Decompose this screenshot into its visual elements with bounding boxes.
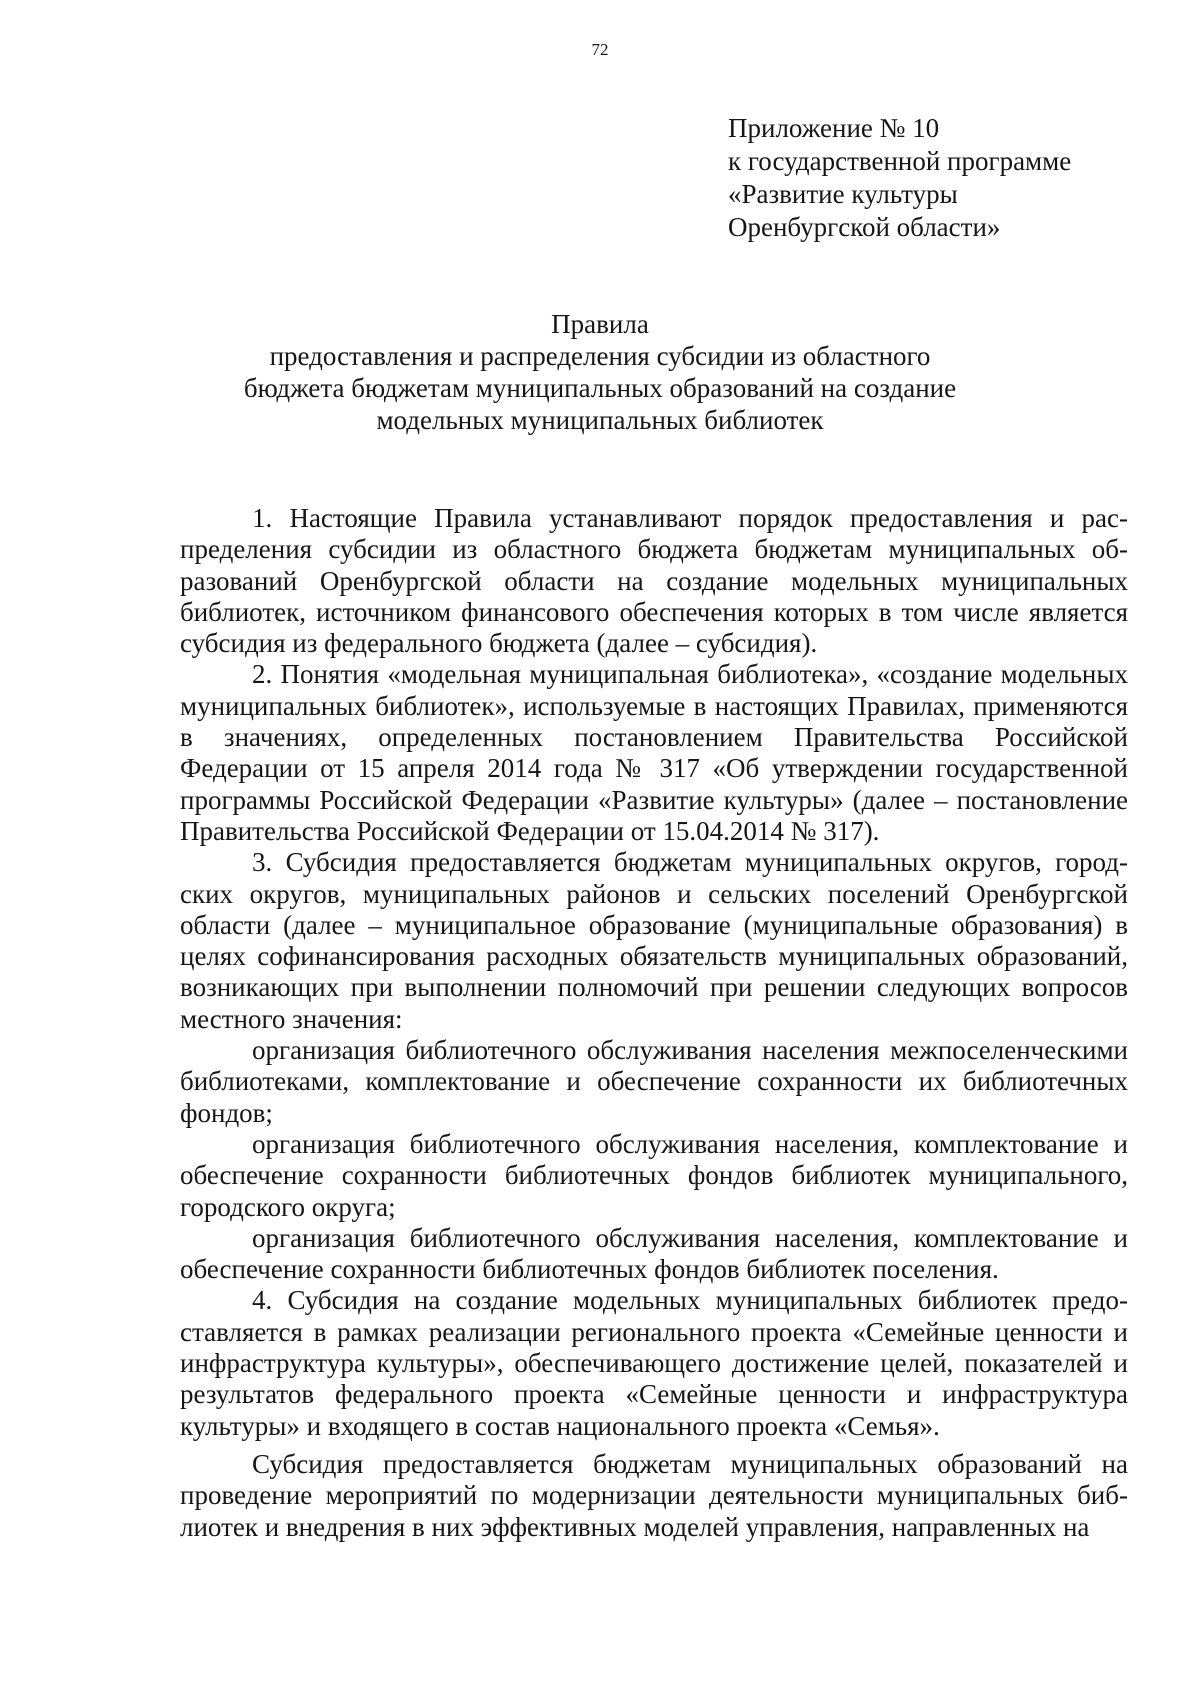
appendix-line-4: Оренбургской области» [728,212,1001,242]
title-line-3: бюджета бюджетам муниципальных образований на создание [243,373,957,403]
document-body [180,503,1128,1543]
paragraph-1: 1. Настоящие Правила устанавливают порядок предоставления и распределения субсидии из областного бюджета бюджетам муниципальных образований Оренбургской области на создание модельных муниципальных библиотек, источником финансового обеспечения которых в том числе является субсидия из федерального бюджета (далее – субсидия). [180,503,1128,659]
title-line-1: Правила [551,309,649,339]
paragraph-5: Субсидия предоставляется бюджетам муниципальных образований на проведение мероприятий по модернизации деятельности муниципальных библиотек и внедрения в них эффективных моделей управления, направленных на [180,1448,1128,1542]
appendix-header [728,112,1168,244]
document-title [150,308,1050,436]
paragraph-4: 4. Субсидия на создание модельных муниципальных библиотек предоставляется в рамках реализации регионального проекта «Семейные ценности и инфраструктура культуры», обеспечивающего достижение целей, показателей и результатов федерального проекта «Семейные ценности и инфраструктура культуры» и входящего в состав национального проекта «Семья». [180,1285,1128,1441]
appendix-line-3: «Развитие культуры [728,179,958,209]
paragraph-2: 2. Понятия «модельная муниципальная библиотека», «создание модельных муниципальных библиотек», используемые в настоящих Правилах, применяются в значениях, определенных постановлением Правительства Российской Федерации от 15 апреля 2014 года № 317 «Об утверждении государственной программы Российской Федерации «Развитие культуры» (далее – постановление Правительства Российской Федерации от 15.04.2014 № 317). [180,659,1128,846]
paragraph-3: 3. Субсидия предоставляется бюджетам муниципальных округов, городских округов, муниципальных районов и сельских поселений Оренбургской области (далее – муниципальное образование (муниципальные образования) в целях софинансирования расходных обязательств муниципальных образований, возникающих при выполнении полномочий при решении следующих вопросов местного значения: [180,847,1128,1034]
paragraph-3-item-3: организация библиотечного обслуживания населения, комплектование и обеспечение сохранности библиотечных фондов библиотек поселения. [180,1222,1128,1285]
title-line-2: предоставления и распределения субсидии из областного [269,341,931,371]
paragraph-3-item-2: организация библиотечного обслуживания населения, комплектование и обеспечение сохранности библиотечных фондов библиотек муниципального, городского округа; [180,1128,1128,1222]
appendix-line-2: к государственной программе [728,146,1072,176]
paragraph-3-item-1: организация библиотечного обслуживания населения межпоселенческими библиотеками, комплектование и обеспечение сохранности их библиотечных фондов; [180,1035,1128,1128]
title-line-4: модельных муниципальных библиотек [376,405,824,435]
page-number: 72 [591,40,609,59]
appendix-line-1: Приложение № 10 [728,113,940,143]
